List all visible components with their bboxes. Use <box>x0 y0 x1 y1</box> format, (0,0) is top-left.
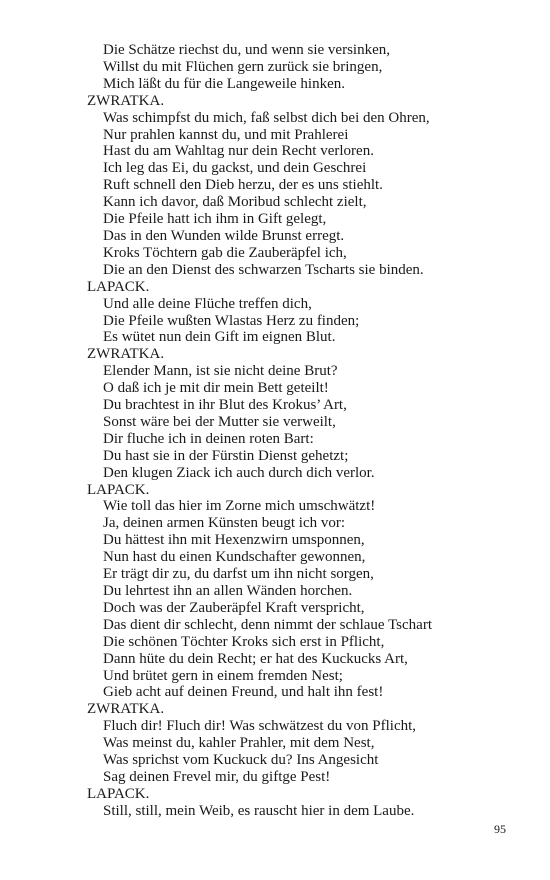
verse-line: O daß ich je mit dir mein Bett geteilt! <box>103 380 329 397</box>
verse-text-block <box>87 42 527 820</box>
verse-line: Ich leg das Ei, du gackst, und dein Geschrei <box>103 160 367 177</box>
verse-line: Sag deinen Frevel mir, du giftge Pest! <box>103 768 331 785</box>
verse-line: Ja, deinen armen Künsten beugt ich vor: <box>103 515 346 532</box>
verse-line: Die Schätze riechst du, und wenn sie versinken, <box>103 42 390 58</box>
verse-line: Dann hüte du dein Recht; er hat des Kuckucks Art, <box>103 650 408 667</box>
verse-line: Die Pfeile hatt ich ihm in Gift gelegt, <box>103 211 327 228</box>
verse-line: Nun hast du einen Kundschafter gewonnen, <box>103 549 366 566</box>
speaker-name: LAPACK. <box>87 278 150 295</box>
verse-line: Wie toll das hier im Zorne mich umschwätzt! <box>103 498 376 515</box>
verse-line: Die Pfeile wußten Wlastas Herz zu finden; <box>103 312 360 329</box>
verse-line: Das in den Wunden wilde Brunst erregt. <box>103 227 345 244</box>
verse-line: Es wütet nun dein Gift im eignen Blut. <box>103 329 336 346</box>
verse-line: Und alle deine Flüche treffen dich, <box>103 295 312 312</box>
verse-line: Hast du am Wahltag nur dein Recht verloren. <box>103 143 374 160</box>
verse-line: Er trägt dir zu, du darfst um ihn nicht sorgen, <box>103 566 374 583</box>
verse-line: Die an den Dienst des schwarzen Tscharts sie binden. <box>103 261 424 278</box>
speaker-name: LAPACK. <box>87 481 150 498</box>
verse-line: Dir fluche ich in deinen roten Bart: <box>103 430 314 447</box>
verse-line: Still, still, mein Weib, es rauscht hier in dem Laube. <box>103 802 415 819</box>
verse-line: Du hättest ihn mit Hexenzwirn umsponnen, <box>103 532 365 549</box>
verse-line: Das dient dir schlecht, denn nimmt der schlaue Tschart <box>103 616 432 633</box>
verse-line: Was meinst du, kahler Prahler, mit dem Nest, <box>103 735 375 752</box>
verse-line: Nur prahlen kannst du, und mit Prahlerei <box>103 126 349 143</box>
verse-line: Was sprichst vom Kuckuck du? Ins Angesicht <box>103 752 379 769</box>
speaker-name: LAPACK. <box>87 785 150 802</box>
verse-line: Du hast sie in der Fürstin Dienst gehetzt; <box>103 447 349 464</box>
speaker-name: ZWRATKA. <box>87 346 165 363</box>
verse-line: Fluch dir! Fluch dir! Was schwätzest du von Pflicht, <box>103 718 417 735</box>
page-number: 95 <box>494 822 506 836</box>
verse-line: Doch was der Zauberäpfel Kraft verspricht, <box>103 599 365 616</box>
verse-line: Mich läßt du für die Langeweile hinken. <box>103 75 346 92</box>
verse-line: Du lehrtest ihn an allen Wänden horchen. <box>103 583 353 599</box>
speaker-name: ZWRATKA. <box>87 92 165 109</box>
verse-line: Kann ich davor, daß Moribud schlecht zielt, <box>103 194 367 211</box>
verse-line: Ruft schnell den Dieb herzu, der es uns stiehlt. <box>103 177 383 194</box>
verse-line: Und brütet gern in einem fremden Nest; <box>103 667 343 684</box>
verse-line: Elender Mann, ist sie nicht deine Brut? <box>103 363 338 380</box>
speaker-name: ZWRATKA. <box>87 701 165 718</box>
verse-line: Die schönen Töchter Kroks sich erst in Pflicht, <box>103 633 385 650</box>
verse-line: Sonst wäre bei der Mutter sie verweilt, <box>103 413 336 430</box>
verse-line: Was schimpfst du mich, faß selbst dich bei den Ohren, <box>103 109 430 126</box>
verse-line: Willst du mit Flüchen gern zurück sie bringen, <box>103 58 383 75</box>
verse-line: Gieb acht auf deinen Freund, und halt ihn fest! <box>103 684 384 701</box>
verse-line: Den klugen Ziack ich auch durch dich verlor. <box>103 464 375 481</box>
verse-line: Du brachtest in ihr Blut des Krokus’ Art, <box>103 397 347 414</box>
verse-line: Kroks Töchtern gab die Zauberäpfel ich, <box>103 244 347 261</box>
